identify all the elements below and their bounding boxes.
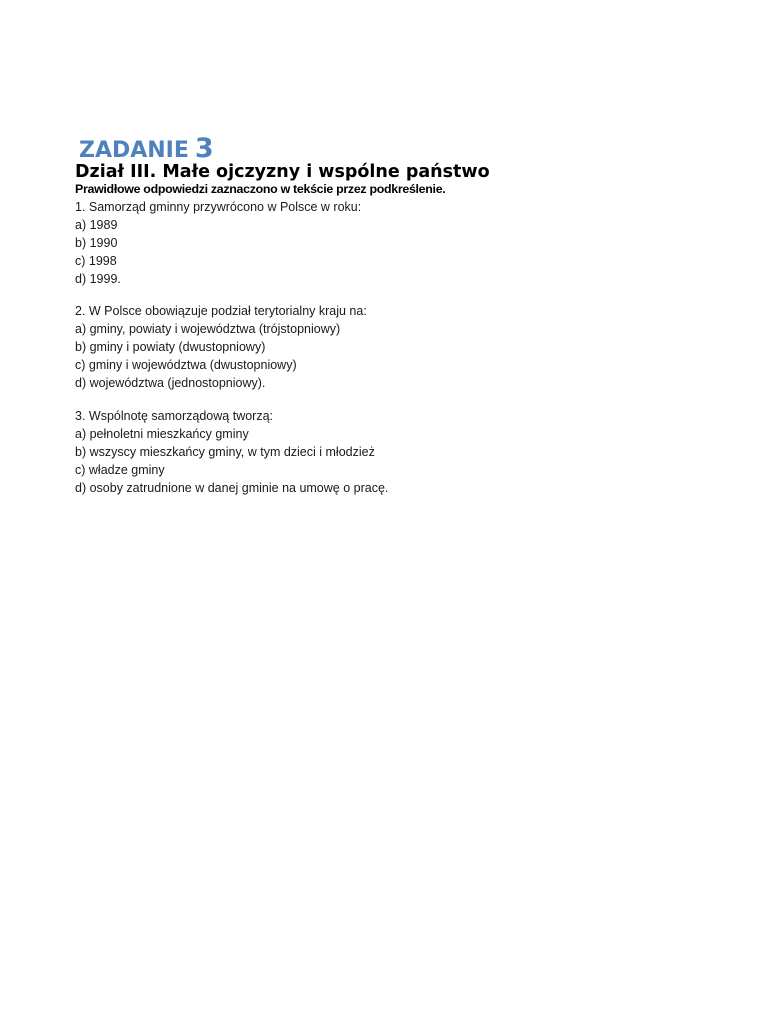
- answer-option: a) gminy, powiaty i województwa (trójstopniowy): [75, 322, 341, 336]
- task-title-word: ZADANIE: [79, 138, 189, 163]
- section-heading: Dział III. Małe ojczyzny i wspólne państwo: [75, 162, 490, 182]
- question-2: [75, 302, 367, 392]
- answer-option: b) wszyscy mieszkańcy gminy, w tym dzieci i młodzież: [75, 445, 375, 459]
- answer-option: c) władze gminy: [75, 463, 165, 477]
- question-text: 3. Wspólnotę samorządową tworzą:: [75, 409, 274, 423]
- question-1: [75, 198, 361, 288]
- answer-option: c) 1998: [75, 254, 117, 268]
- answer-option: d) 1999.: [75, 272, 121, 286]
- answer-option: d) województwa (jednostopniowy).: [75, 376, 266, 390]
- task-title-number: 3: [194, 133, 214, 164]
- answer-option: c) gminy i województwa (dwustopniowy): [75, 358, 297, 372]
- answer-option: d) osoby zatrudnione w danej gminie na umowę o pracę.: [75, 481, 389, 495]
- answer-option: a) 1989: [75, 218, 118, 232]
- answer-note: Prawidłowe odpowiedzi zaznaczono w tekście przez podkreślenie.: [75, 182, 446, 196]
- question-text: 2. W Polsce obowiązuje podział terytorialny kraju na:: [75, 304, 367, 318]
- answer-option: b) gminy i powiaty (dwustopniowy): [75, 340, 266, 354]
- answer-option: a) pełnoletni mieszkańcy gminy: [75, 427, 249, 441]
- answer-option: b) 1990: [75, 236, 118, 250]
- task-title: [79, 130, 214, 162]
- question-text: 1. Samorząd gminny przywrócono w Polsce w roku:: [75, 200, 362, 214]
- question-3: [75, 407, 388, 497]
